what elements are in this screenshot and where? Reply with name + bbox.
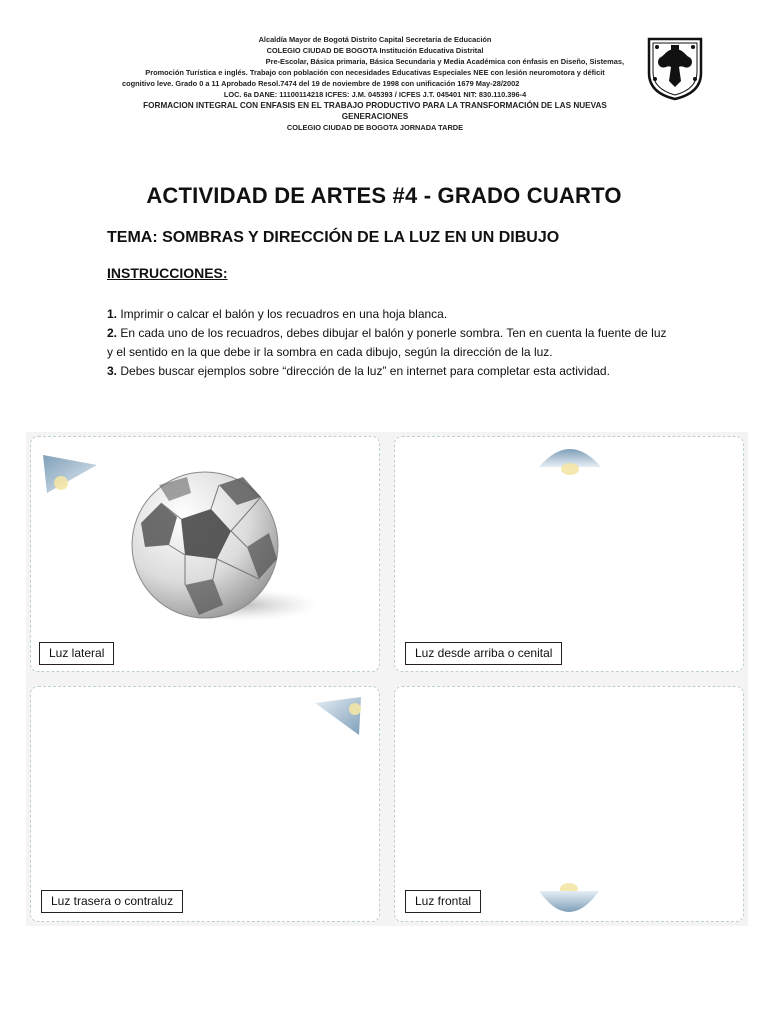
school-header xyxy=(120,34,630,133)
step-number: 1. xyxy=(107,307,118,321)
step-text: Debes buscar ejemplos sobre “dirección de la luz” en internet para completar esta actividad. xyxy=(117,364,610,378)
instruction-step xyxy=(107,324,667,362)
header-line: COLEGIO CIUDAD DE BOGOTA JORNADA TARDE xyxy=(286,123,464,132)
header-line: Alcaldía Mayor de Bogotá Distrito Capital Secretaría de Educación xyxy=(258,35,492,44)
panel-label: Luz trasera o contraluz xyxy=(41,890,183,913)
panel-luz-trasera xyxy=(30,686,380,922)
step-number: 2. xyxy=(107,326,118,340)
panel-luz-cenital xyxy=(394,436,744,672)
instruction-step xyxy=(107,362,667,381)
header-line: COLEGIO CIUDAD DE BOGOTA Institución Educativa Distrital xyxy=(266,46,484,55)
page-title: ACTIVIDAD DE ARTES #4 - GRADO CUARTO xyxy=(146,183,622,208)
panel-luz-lateral xyxy=(30,436,380,672)
lamp-icon-back xyxy=(313,695,369,739)
step-text: Imprimir o calcar el balón y los recuadros en una hoja blanca. xyxy=(117,307,448,321)
header-line: Promoción Turística e inglés. Trabajo con población con necesidades Educativas Especiales NEE con lesión neuromotora y déficit xyxy=(145,68,605,77)
instructions-heading: INSTRUCCIONES: xyxy=(107,265,228,281)
header-line: FORMACION INTEGRAL CON ENFASIS EN EL TRABAJO PRODUCTIVO PARA LA TRANSFORMACIÓN DE LAS NUEVAS xyxy=(143,101,607,110)
panel-label: Luz desde arriba o cenital xyxy=(405,642,562,665)
panel-label: Luz frontal xyxy=(405,890,481,913)
instruction-step xyxy=(107,305,667,324)
header-line: LOC. 6a DANE: 11100114218 ICFES: J.M. 045393 / ICFES J.T. 045401 NIT: 830.110.396-4 xyxy=(223,90,527,99)
instruction-steps xyxy=(107,305,667,381)
bogota-crest-icon xyxy=(645,35,705,101)
step-text: En cada uno de los recuadros, debes dibujar el balón y ponerle sombra. Ten en cuenta la fuente de luz y el sentido en la que debe ir la sombra en cada dibujo, según la dirección de la luz. xyxy=(107,326,667,359)
header-line: Pre-Escolar, Básica primaria, Básica Secundaria y Media Académica con énfasis en Diseño, Sistemas, xyxy=(265,57,624,66)
drawing-worksheet xyxy=(26,432,748,926)
lamp-icon-left xyxy=(39,447,99,497)
panel-luz-frontal xyxy=(394,686,744,922)
soccer-ball-drawing xyxy=(119,463,324,638)
topic-heading: TEMA: SOMBRAS Y DIRECCIÓN DE LA LUZ EN UN DIBUJO xyxy=(107,229,560,246)
step-number: 3. xyxy=(107,364,118,378)
header-line: cognitivo leve. Grado 0 a 11 Aprobado Resol.7474 del 19 de noviembre de 1998 con unificación 1679 May-28/2002 xyxy=(122,79,520,88)
header-line: GENERACIONES xyxy=(341,112,409,121)
lamp-icon-top xyxy=(537,437,603,477)
lamp-icon-front xyxy=(537,883,601,921)
panel-label: Luz lateral xyxy=(39,642,114,665)
